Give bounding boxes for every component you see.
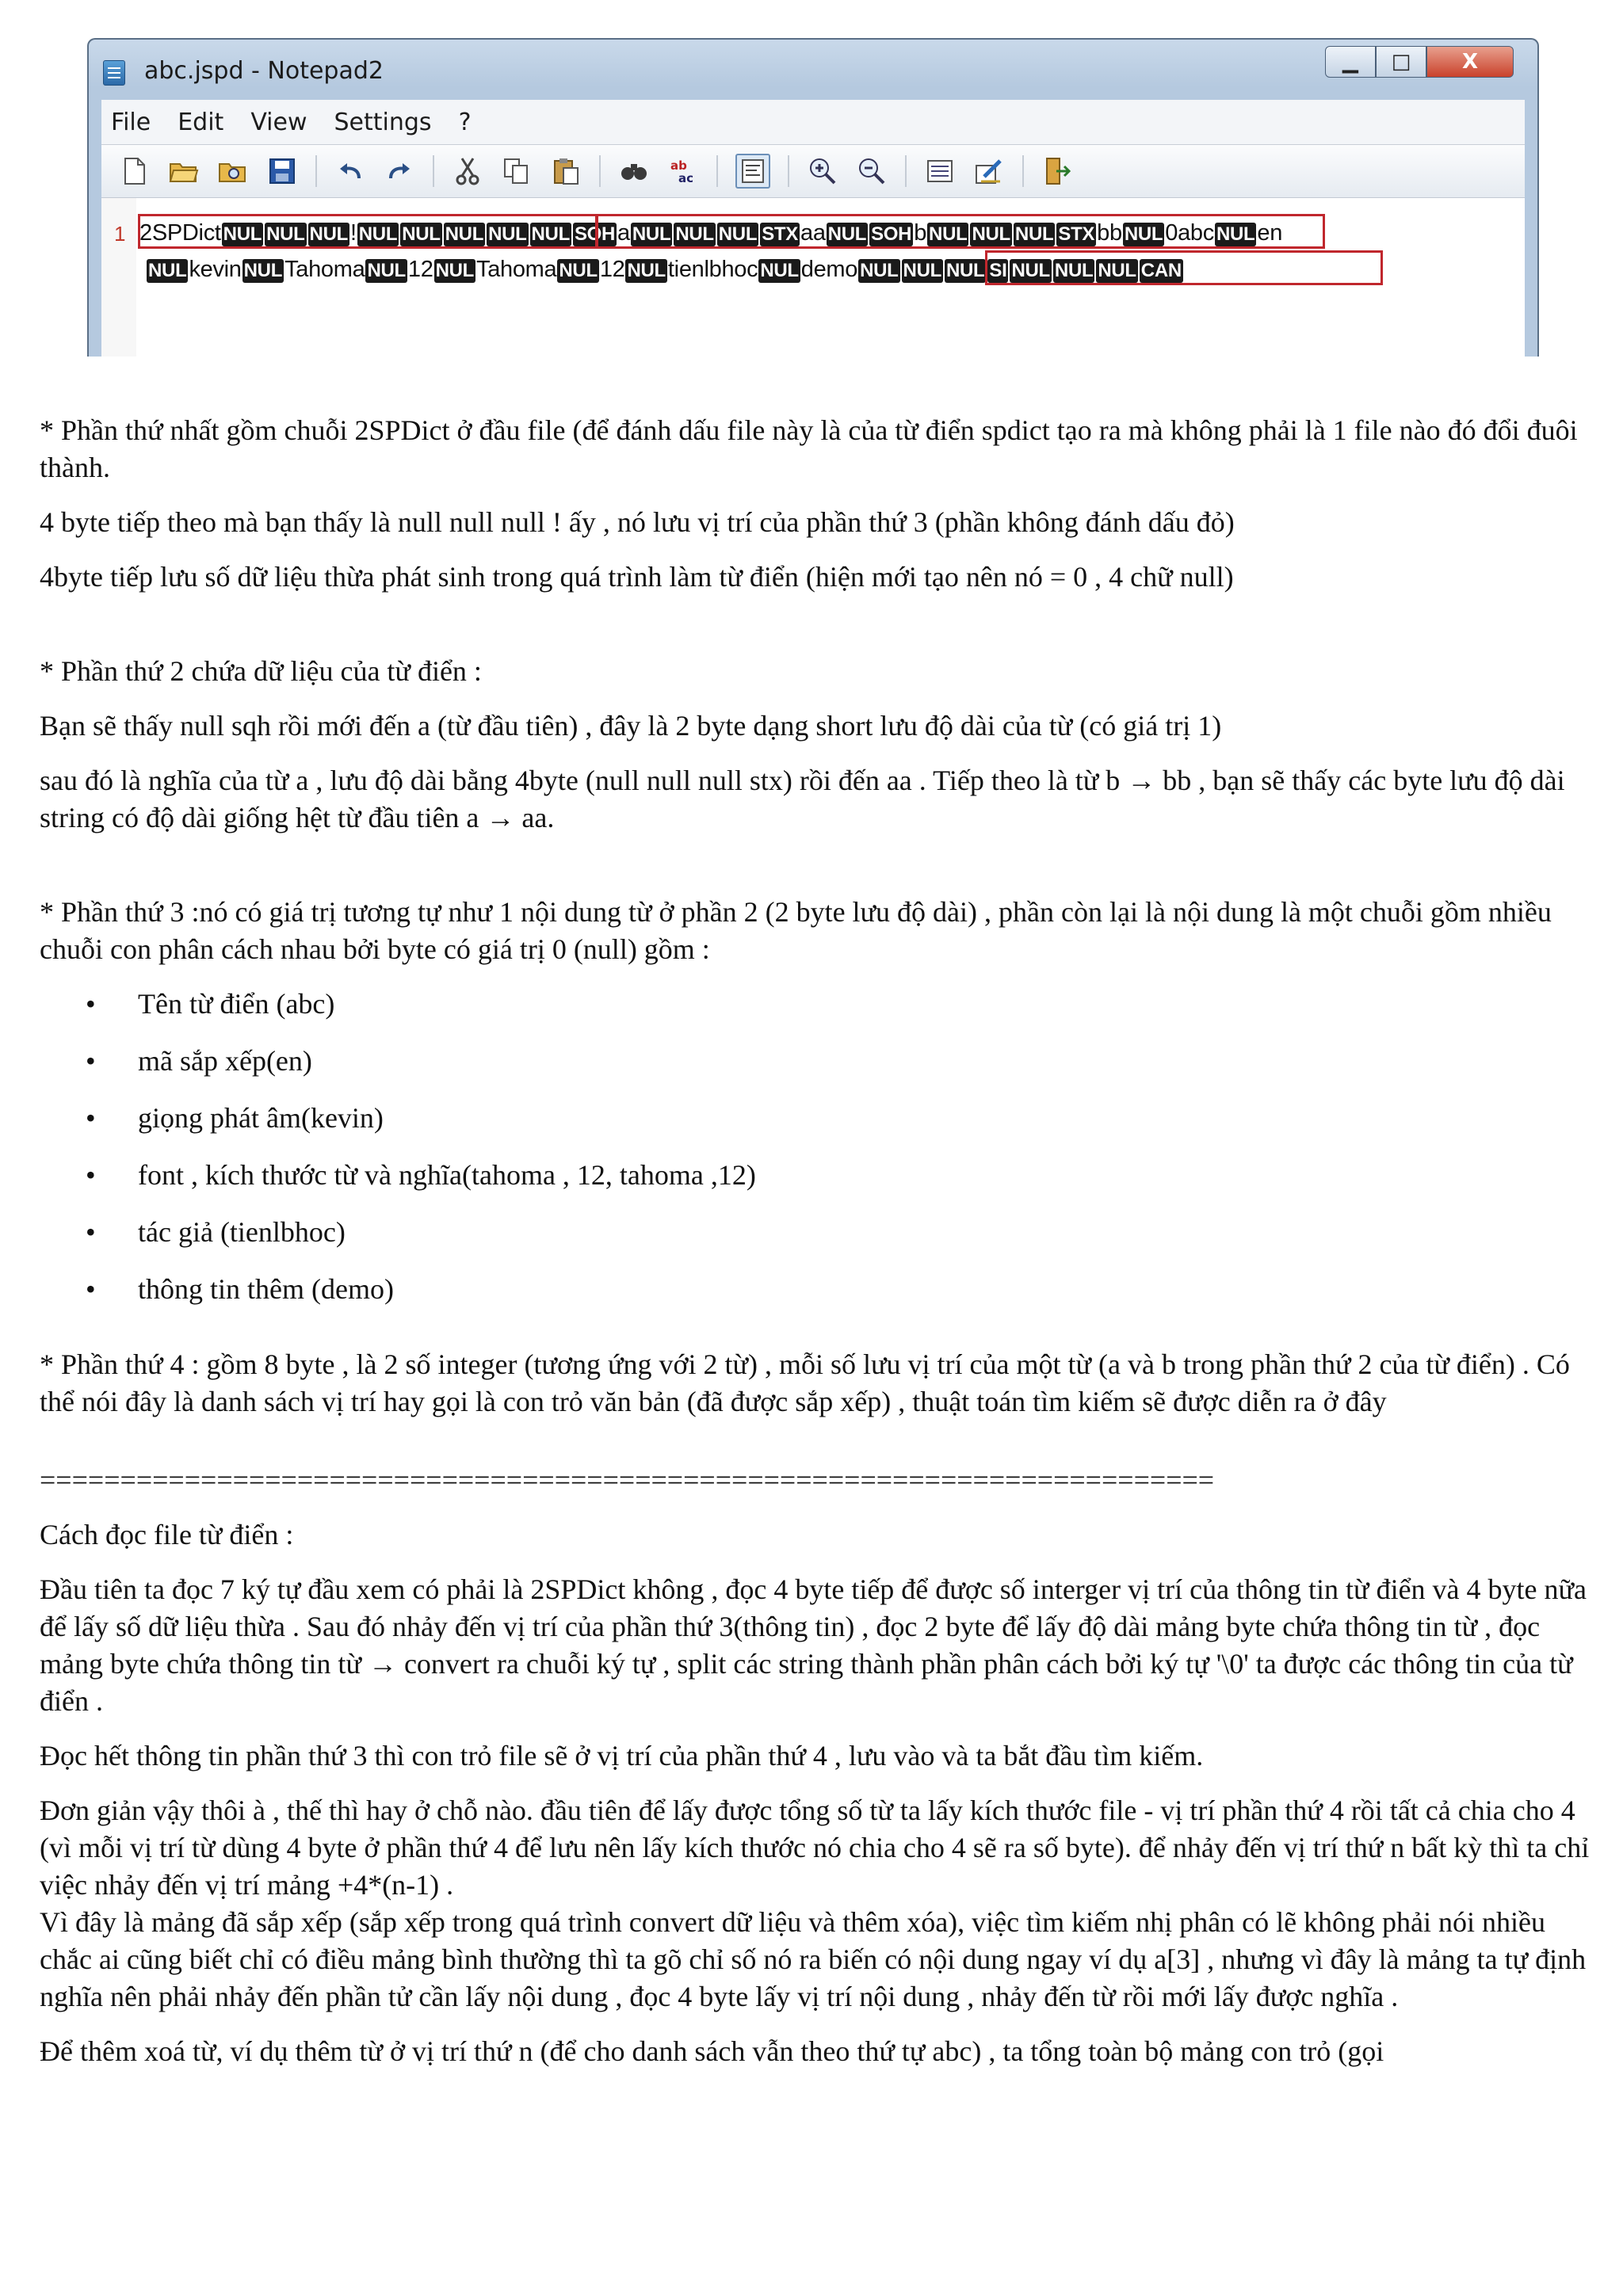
control-char-nul: NUL bbox=[148, 260, 187, 281]
text-run: 12 bbox=[599, 257, 625, 282]
bullet: • bbox=[86, 1045, 96, 1077]
copy-icon[interactable] bbox=[501, 155, 533, 187]
control-char-nul: NUL bbox=[1098, 260, 1136, 281]
bullet: • bbox=[86, 1102, 96, 1134]
toolbar bbox=[101, 145, 1525, 198]
svg-text:ac: ac bbox=[678, 171, 694, 185]
control-char-si: SI bbox=[989, 260, 1007, 281]
exit-icon[interactable] bbox=[1041, 155, 1073, 187]
control-char-nul: NUL bbox=[266, 223, 305, 245]
control-char-nul: NUL bbox=[860, 260, 899, 281]
highlight-part-4 bbox=[985, 250, 1383, 285]
control-char-nul: NUL bbox=[1011, 260, 1050, 281]
notepad2-window bbox=[87, 38, 1539, 357]
control-char-nul: NUL bbox=[945, 260, 985, 281]
new-icon[interactable] bbox=[119, 155, 151, 187]
reading-step-3: Đơn giản vậy thôi à , thế thì hay ở chỗ nào. đầu tiên để lấy được tổng số từ ta lấy kích thước file - vị trí phần thứ 4 rồi tất cả chia cho 4 (vì mỗi vị trí từ dùng 4 byte ở phần thứ 4 để lưu nên lấy kích thước nó chia cho 4 sẽ ra số byte). để nhảy đến vị trí thứ n bất kỳ thì ta chỉ việc nhảy đến vị trí mảng +4*(n-1) . bbox=[40, 1794, 1590, 1901]
control-char-nul: NUL bbox=[1054, 260, 1094, 281]
save-icon[interactable] bbox=[266, 155, 298, 187]
text-run: 12 bbox=[407, 257, 433, 282]
control-char-nul: NUL bbox=[760, 260, 799, 281]
menu-help[interactable]: ? bbox=[458, 108, 472, 136]
list-item: • mã sắp xếp(en) bbox=[40, 1043, 1593, 1080]
text-run: en bbox=[1257, 220, 1283, 246]
control-char-stx: STX bbox=[1058, 223, 1095, 245]
redo-icon[interactable] bbox=[384, 155, 415, 187]
bullet: • bbox=[86, 1273, 96, 1305]
text-run: ! bbox=[349, 220, 357, 246]
control-char-nul: NUL bbox=[445, 223, 484, 245]
toolbar-separator bbox=[788, 155, 789, 187]
paste-icon[interactable] bbox=[550, 155, 582, 187]
paragraph-part-3: * Phần thứ 3 :nó có giá trị tương tự như 1 nội dung từ ở phần 2 (2 byte lưu độ dài) , phần còn lại là nội dung là một chuỗi gồm nhiều chuỗi con phân cách nhau bởi byte có giá trị 0 (null) gồm : bbox=[40, 896, 1552, 965]
control-char-nul: NUL bbox=[627, 260, 666, 281]
text-run: bb bbox=[1097, 220, 1122, 246]
bullet: • bbox=[86, 1159, 96, 1191]
reading-heading: Cách đọc file từ điển : bbox=[40, 1519, 294, 1550]
find-icon[interactable] bbox=[618, 155, 650, 187]
view-icon[interactable] bbox=[924, 155, 956, 187]
text-run: Tahoma bbox=[476, 257, 557, 282]
control-char-nul: NUL bbox=[718, 223, 758, 245]
control-char-nul: NUL bbox=[827, 223, 867, 245]
paragraph-part-2-detail: Bạn sẽ thấy null sqh rồi mới đến a (từ đầu tiên) , đây là 2 byte dạng short lưu độ dài của từ (có giá trị 1) bbox=[40, 710, 1222, 742]
text-run: tienlbhoc bbox=[667, 257, 758, 282]
toolbar-separator bbox=[1022, 155, 1024, 187]
svg-text:ab: ab bbox=[670, 158, 687, 173]
control-char-nul: NUL bbox=[243, 260, 283, 281]
toolbar-separator bbox=[315, 155, 317, 187]
control-char-nul: NUL bbox=[309, 223, 348, 245]
control-char-nul: NUL bbox=[929, 223, 968, 245]
menu-edit[interactable]: Edit bbox=[178, 108, 224, 136]
reading-step-1: Đầu tiên ta đọc 7 ký tự đầu xem có phải là 2SPDict không , đọc 4 byte tiếp để được số interger vị trí của thông tin từ điển và 4 byte nữa để lấy số dữ liệu thừa . Sau đó nhảy đến vị trí của phần thứ 3(thông tin) , đọc 2 byte để lấy độ dài mảng byte chứa thông tin từ , đọc mảng byte chứa thông tin từ → convert ra chuỗi ký tự , split các string thành phần phân cách bởi ký tự '\0' ta được các thông tin của từ điển . bbox=[40, 1573, 1587, 1717]
control-char-nul: NUL bbox=[559, 260, 598, 281]
highlight-part-1 bbox=[138, 214, 598, 249]
text-run: kevin bbox=[189, 257, 242, 282]
highlight-part-2 bbox=[596, 214, 1325, 249]
control-char-nul: NUL bbox=[972, 223, 1010, 245]
text-run: demo bbox=[800, 257, 858, 282]
browse-icon[interactable] bbox=[217, 155, 249, 187]
close-button[interactable]: X bbox=[1426, 46, 1514, 78]
text-editor[interactable] bbox=[101, 198, 1525, 357]
menu-bar bbox=[101, 100, 1525, 145]
window-title: abc.jspd - Notepad2 bbox=[144, 57, 384, 85]
text-run: b bbox=[914, 220, 927, 246]
control-char-stx: STX bbox=[762, 223, 798, 245]
list-item: • tác giả (tienlbhoc) bbox=[40, 1214, 1593, 1251]
control-char-nul: NUL bbox=[675, 223, 714, 245]
control-char-soh: SOH bbox=[574, 223, 616, 245]
paragraph-part-2-meaning: sau đó là nghĩa của từ a , lưu độ dài bằng 4byte (null null null stx) rồi đến aa . Tiếp theo là từ b → bb , bạn sẽ thấy các byte lưu độ dài string có độ dài giống hệt từ đầu tiên a → aa. bbox=[40, 765, 1565, 833]
control-char-nul: NUL bbox=[367, 260, 406, 281]
list-item: • giọng phát âm(kevin) bbox=[40, 1100, 1593, 1137]
cut-icon[interactable] bbox=[452, 155, 483, 187]
reading-step-2: Đọc hết thông tin phần thứ 3 thì con trỏ file sẽ ở vị trí của phần thứ 4 , lưu vào và ta bắt đầu tìm kiếm. bbox=[40, 1740, 1204, 1772]
zoom-in-icon[interactable] bbox=[807, 155, 838, 187]
control-char-nul: NUL bbox=[903, 260, 941, 281]
menu-view[interactable]: View bbox=[250, 108, 307, 136]
bullet: • bbox=[86, 988, 96, 1020]
toolbar-separator bbox=[905, 155, 907, 187]
paragraph-part-1-bytes: 4 byte tiếp theo mà bạn thấy là null null null ! ấy , nó lưu vị trí của phần thứ 3 (phần không đánh dấu đỏ) bbox=[40, 506, 1235, 538]
notepad-app-icon bbox=[103, 60, 125, 86]
text-run: aa bbox=[800, 220, 826, 246]
paragraph-part-1: * Phần thứ nhất gồm chuỗi 2SPDict ở đầu file (để đánh dấu file này là của từ điển spdict tạo ra mà không phải là 1 file nào đó đổi đuôi thành. bbox=[40, 414, 1578, 483]
word-wrap-icon[interactable] bbox=[735, 154, 770, 189]
minimize-button[interactable]: ▁ bbox=[1325, 46, 1376, 78]
replace-icon[interactable] bbox=[667, 155, 699, 187]
control-char-nul: NUL bbox=[1124, 223, 1163, 245]
bullet: • bbox=[86, 1216, 96, 1248]
toolbar-separator bbox=[599, 155, 601, 187]
paragraph-part-2-heading: * Phần thứ 2 chứa dữ liệu của từ điển : bbox=[40, 655, 482, 687]
control-char-can: CAN bbox=[1140, 260, 1182, 281]
paragraph-part-1-extra: 4byte tiếp lưu số dữ liệu thừa phát sinh trong quá trình làm từ điển (hiện mới tạo nên nó = 0 , 4 chữ null) bbox=[40, 561, 1234, 593]
title-bar[interactable] bbox=[89, 40, 1537, 103]
separator-rule: ========================================================================= bbox=[40, 1464, 1215, 1496]
control-char-nul: NUL bbox=[632, 223, 671, 245]
reading-step-4: Vì đây là mảng đã sắp xếp (sắp xếp trong quá trình convert dữ liệu và thêm xóa), việc tìm kiếm nhị phân có lẽ không phải nói nhiều chắc ai cũng biết chỉ có điều mảng bình thường thì ta gõ chỉ số nó ra biến có nội dung ngay ví dụ a[3] , nhưng vì đây là mảng ta tự định nghĩa nên phải nhảy đến phần tử cần lấy nội dung , đọc 4 byte lấy vị trí nội dung , nhảy đến từ rồi mới lấy được nghĩa . bbox=[40, 1906, 1587, 2012]
text-run: 2SPDict bbox=[139, 220, 221, 246]
control-char-nul: NUL bbox=[1014, 223, 1054, 245]
undo-icon[interactable] bbox=[334, 155, 366, 187]
document-body bbox=[40, 412, 1593, 2088]
list-item: • thông tin thêm (demo) bbox=[40, 1271, 1593, 1308]
text-run: a bbox=[617, 220, 630, 246]
window-controls bbox=[1325, 46, 1514, 78]
line-number: 1 bbox=[114, 222, 126, 246]
control-char-soh: SOH bbox=[871, 223, 912, 245]
reading-step-5: Để thêm xoá từ, ví dụ thêm từ ở vị trí thứ n (để cho danh sách vẫn theo thứ tự abc) , ta tổng toàn bộ mảng con trỏ (gọi bbox=[40, 2035, 1384, 2067]
maximize-button[interactable]: □ bbox=[1376, 46, 1426, 78]
info-list bbox=[40, 986, 1593, 1308]
control-char-nul: NUL bbox=[402, 223, 441, 245]
control-char-nul: NUL bbox=[435, 260, 474, 281]
toolbar-separator bbox=[716, 155, 718, 187]
text-run: 0abc bbox=[1165, 220, 1214, 246]
zoom-out-icon[interactable] bbox=[856, 155, 888, 187]
control-char-nul: NUL bbox=[223, 223, 262, 245]
control-char-nul: NUL bbox=[1216, 223, 1255, 245]
open-icon[interactable] bbox=[168, 155, 200, 187]
edit-icon[interactable] bbox=[973, 155, 1005, 187]
control-char-nul: NUL bbox=[358, 223, 398, 245]
menu-file[interactable]: File bbox=[111, 108, 151, 136]
control-char-nul: NUL bbox=[531, 223, 570, 245]
list-item: • font , kích thước từ và nghĩa(tahoma , 12, tahoma ,12) bbox=[40, 1157, 1593, 1194]
menu-settings[interactable]: Settings bbox=[334, 108, 432, 136]
control-char-nul: NUL bbox=[488, 223, 527, 245]
paragraph-part-4: * Phần thứ 4 : gồm 8 byte , là 2 số integer (tương ứng với 2 từ) , mỗi số lưu vị trí của một từ (a và b trong phần thứ 2 của từ điển) . Có thể nói đây là danh sách vị trí hay gọi là con trỏ văn bản (đã được sắp xếp) , thuật toán tìm kiếm sẽ được diễn ra ở đây bbox=[40, 1348, 1570, 1417]
text-run: Tahoma bbox=[285, 257, 365, 282]
list-item: • Tên từ điển (abc) bbox=[40, 986, 1593, 1023]
toolbar-separator bbox=[433, 155, 434, 187]
